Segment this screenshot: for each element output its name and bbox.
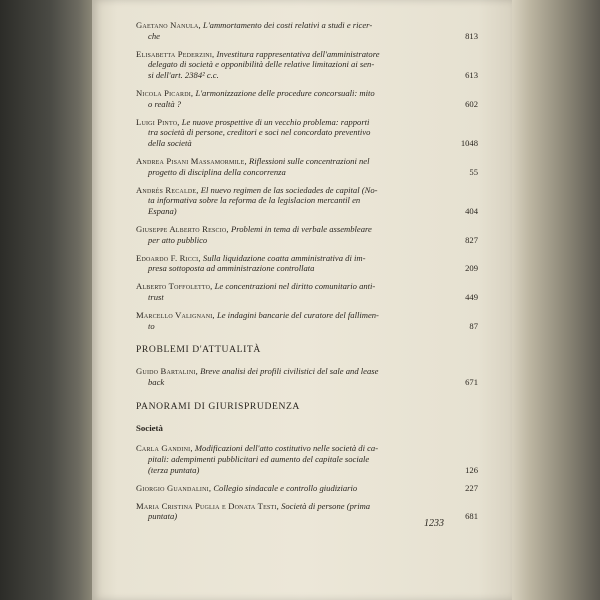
toc-entry-line: [136, 454, 442, 465]
toc-entry-line: [136, 501, 442, 512]
section-heading-panorami: PANORAMI DI GIURISPRUDENZA: [136, 400, 300, 412]
toc-author: Maria Cristina Puglia e Donata Testi,: [136, 500, 279, 511]
toc-title-text: El nuevo regimen de las sociedades de capital (No-: [200, 184, 378, 195]
toc-entry: [136, 49, 478, 81]
toc-author: Guido Bartalini,: [136, 366, 198, 377]
toc-title-text: puntata): [148, 511, 178, 522]
toc-entry-line: [136, 70, 442, 81]
toc-page-number: 126: [465, 464, 478, 475]
toc-entry-line: [136, 511, 442, 522]
toc-author: Nicola Picardi,: [136, 87, 194, 98]
toc-entry-line: [136, 310, 442, 321]
toc-title-text: L'armonizzazione delle procedure concorsuali: mito: [195, 87, 375, 98]
entries-list-c: [136, 443, 478, 522]
toc-author: Gaetano Nanula,: [136, 20, 201, 30]
toc-entry-line: [136, 224, 442, 235]
toc-title-text: Modificazioni dell'atto costitutivo nelle società di ca-: [194, 443, 379, 454]
toc-title-text: Collegio sindacale e controllo giudiziario: [213, 482, 358, 493]
toc-entry: [136, 224, 478, 246]
toc-entry-line: [136, 20, 442, 31]
toc-entry: [136, 253, 478, 275]
toc-page-number: 602: [465, 98, 478, 109]
toc-title-text: progetto di disciplina della concorrenza: [148, 166, 286, 177]
toc-entry: [136, 281, 478, 303]
toc-entry-line: [136, 443, 442, 454]
toc-page-number: 449: [465, 291, 478, 302]
entries-list-a: [136, 20, 478, 331]
toc-title-text: trust: [148, 291, 164, 302]
toc-page-number: 227: [465, 482, 478, 493]
toc-title-text: pitali: adempimenti pubblicitari ed aumento del capitale sociale: [148, 454, 370, 465]
toc-title-text: Riflessioni sulle concentrazioni nel: [248, 155, 370, 166]
toc-entry-line: [136, 138, 442, 149]
toc-title-text: Espana): [148, 206, 177, 217]
toc-entry: [136, 366, 478, 388]
toc-page-number: 1048: [460, 138, 478, 149]
toc-page-number: 813: [465, 30, 478, 41]
toc-entry-line: [136, 195, 442, 206]
toc-entry-line: [136, 59, 442, 70]
toc-title-text: delegato di società e opponibilità delle relative limitazioni ai sen-: [148, 59, 375, 70]
toc-page-number: 55: [469, 166, 478, 177]
toc-page-number: 827: [465, 234, 478, 245]
toc-title-text: back: [148, 376, 165, 387]
toc-title-text: Problemi in tema di verbale assembleare: [230, 223, 372, 234]
toc-entry-line: [136, 321, 442, 332]
toc-title-text: ta informativa sobre la reforma de la legislacion mercantil en: [148, 195, 361, 206]
toc-title-text: o realtà ?: [148, 98, 182, 109]
toc-title-text: Breve analisi dei profili civilistici del sale and lease: [200, 366, 379, 377]
toc-author: Alberto Toffoletto,: [136, 281, 213, 292]
toc-entry-line: [136, 167, 442, 178]
toc-title-text: Le concentrazioni nel diritto comunitario anti-: [214, 281, 376, 292]
toc-entry-line: [136, 292, 442, 303]
toc-title-text: L'ammortamento dei costi relativi a studi e ricer-: [203, 20, 373, 30]
toc-title-text: Le nuove prospettive di un vecchio problema: rapporti: [181, 116, 370, 127]
toc-author: Giuseppe Alberto Rescio,: [136, 223, 229, 234]
section-heading-problemi: PROBLEMI D'ATTUALITÀ: [136, 344, 261, 356]
toc-entry-line: [136, 465, 442, 476]
entries-list-b: [136, 366, 478, 388]
toc-title-text: che: [148, 30, 160, 41]
toc-entry: [136, 443, 478, 475]
toc-entry-line: [136, 117, 442, 128]
book-page: [92, 0, 512, 600]
page-number: 1233: [424, 518, 444, 529]
toc-author: Carla Gandini,: [136, 443, 193, 454]
toc-entry-line: [136, 263, 442, 274]
toc-entry-line: [136, 483, 442, 494]
toc-title-text: Sulla liquidazione coatta amministrativa di im-: [202, 252, 366, 263]
toc-entry: [136, 117, 478, 149]
toc-title-text: Investitura rappresentativa dell'amministratore: [216, 48, 380, 59]
toc-entry-line: [136, 49, 442, 60]
book-page-edges-right: [512, 0, 600, 600]
book-binding-left: [0, 0, 92, 600]
toc-author: Giorgio Guandalini,: [136, 482, 212, 493]
toc-page-number: 681: [465, 511, 478, 522]
toc-author: Elisabetta Pederzini,: [136, 48, 215, 59]
toc-title-text: Società di persone (prima: [281, 500, 371, 511]
toc-entry-line: [136, 185, 442, 196]
toc-entry-line: [136, 206, 442, 217]
toc-title-text: (terza puntata): [148, 464, 200, 475]
toc-entry-line: [136, 99, 442, 110]
toc-entry: [136, 20, 478, 42]
toc-entry-line: [136, 253, 442, 264]
toc-page-number: 404: [465, 206, 478, 217]
toc-page-number: 613: [465, 70, 478, 81]
toc-page-number: 209: [465, 263, 478, 274]
toc-entry: [136, 156, 478, 178]
toc-author: Marcello Valignani,: [136, 309, 215, 320]
toc-title-text: to: [148, 320, 155, 331]
toc-entry: [136, 88, 478, 110]
toc-title-text: della società: [148, 138, 192, 149]
toc-entry-line: [136, 31, 442, 42]
toc-title-text: Le indagini bancarie del curatore del fallimen-: [216, 309, 379, 320]
toc-entry: [136, 483, 478, 494]
toc-entry-line: [136, 235, 442, 246]
toc-entry: [136, 310, 478, 332]
toc-entry-line: [136, 127, 442, 138]
toc-entry-line: [136, 366, 442, 377]
subsection-heading-societa: Società: [136, 422, 163, 433]
toc-entry: [136, 185, 478, 217]
toc-page-number: 87: [469, 320, 478, 331]
toc-title-text: presa sottoposta ad amministrazione controllata: [148, 263, 315, 274]
toc-title-text: per atto pubblico: [148, 234, 208, 245]
table-of-contents: [136, 20, 478, 529]
toc-entry-line: [136, 377, 442, 388]
toc-entry-line: [136, 156, 442, 167]
toc-author: Luigi Pinto,: [136, 116, 180, 127]
toc-author: Edoardo F. Ricci,: [136, 252, 201, 263]
toc-title-text: si dell'art. 2384² c.c.: [148, 70, 219, 81]
toc-entry-line: [136, 88, 442, 99]
toc-page-number: 671: [465, 376, 478, 387]
toc-author: Andrea Pisani Massamormile,: [136, 155, 247, 166]
toc-title-text: tra società di persone, creditori e soci nel concordato preventivo: [148, 127, 371, 138]
toc-entry-line: [136, 281, 442, 292]
toc-author: Andrés Recalde,: [136, 184, 199, 195]
